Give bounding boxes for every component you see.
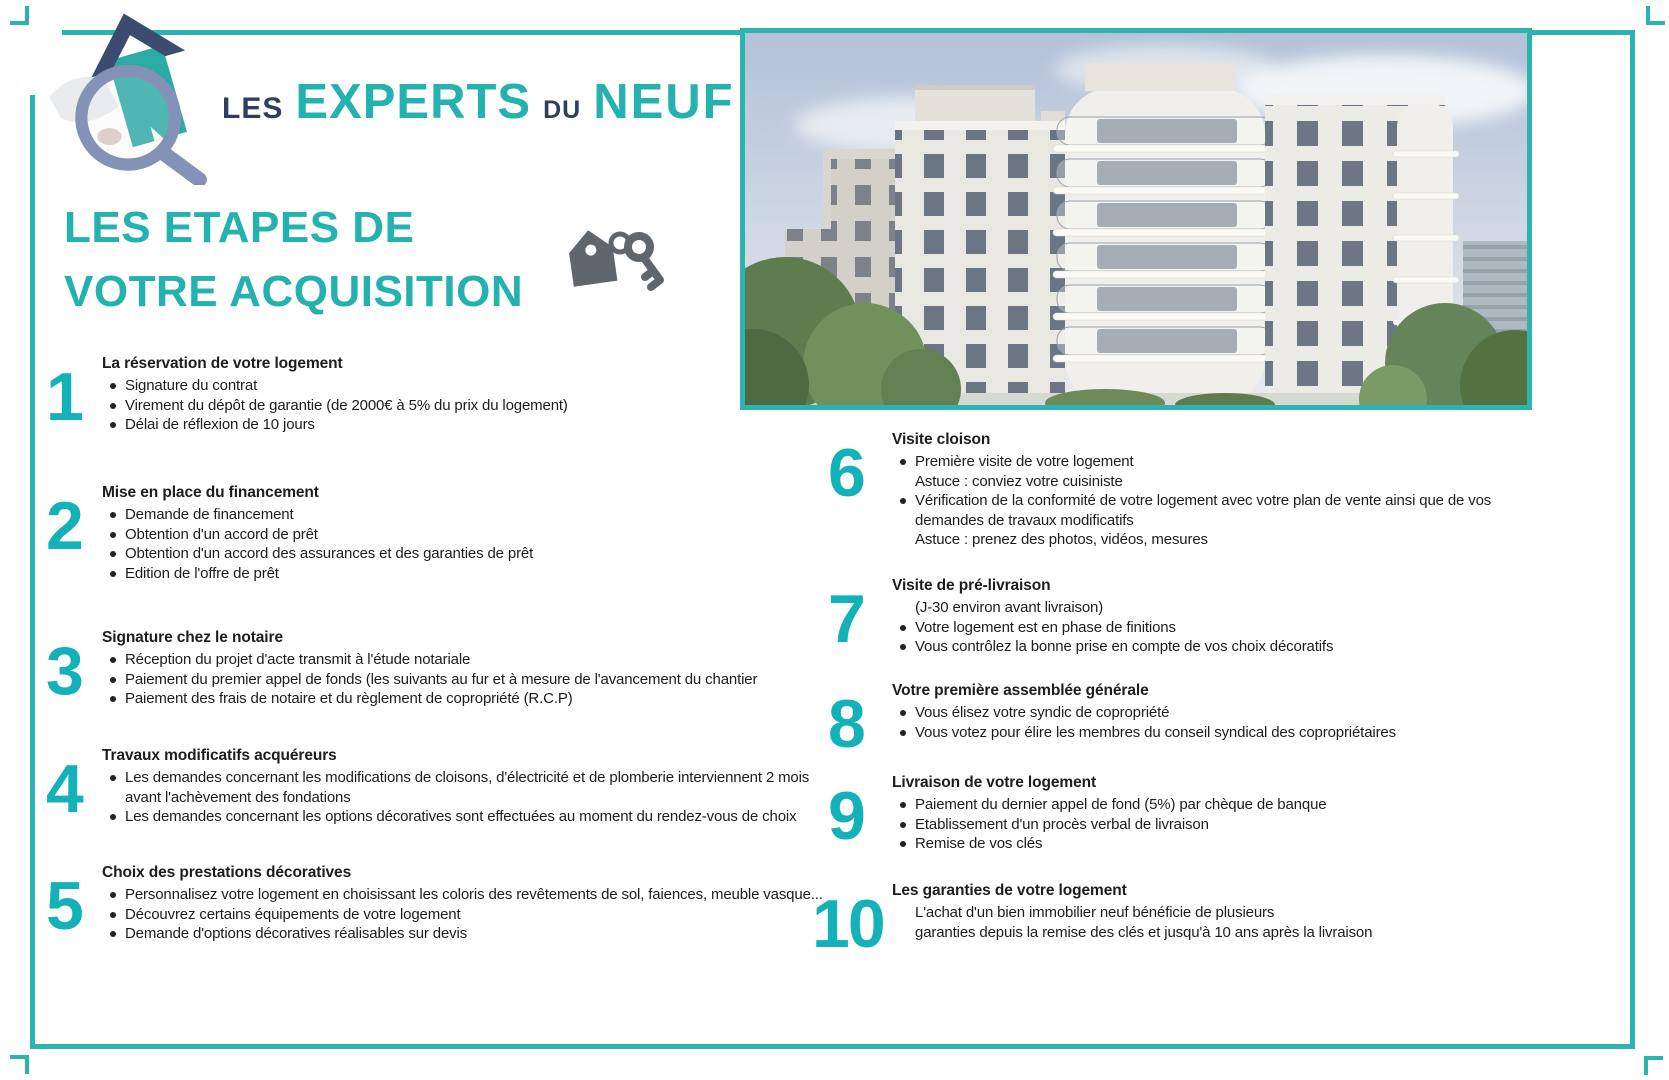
item-text: Paiement du dernier appel de fond (5%) par chèque de banque <box>915 796 1327 813</box>
bullet-dot <box>110 571 116 577</box>
step-heading: Visite cloison <box>892 431 991 448</box>
bullet-item <box>102 807 826 827</box>
step-content <box>892 682 1518 742</box>
step-items <box>892 703 1518 742</box>
item-text: Etablissement d'un procès verbal de livraison <box>915 815 1209 833</box>
step-heading: Livraison de votre logement <box>892 774 1097 791</box>
bullet-item <box>892 491 1518 530</box>
step-10 <box>812 882 1518 962</box>
page-title-line2: VOTRE ACQUISITION <box>64 267 524 316</box>
bullet-item <box>102 376 826 396</box>
step-heading: Choix des prestations décoratives <box>102 864 352 881</box>
bullet-dot <box>900 822 906 828</box>
bullet-item <box>102 544 826 564</box>
page-title-line1: LES ETAPES DE <box>64 203 415 252</box>
steps-column-right <box>812 0 1518 1080</box>
item-text: Votre logement est en phase de finitions <box>915 618 1176 636</box>
item-text: Paiement du premier appel de fonds (les suivants au fur et à mesure de l'avancement du chantier <box>125 670 758 688</box>
item-text: Vous contrôlez la bonne prise en compte de vos choix décoratifs <box>915 638 1334 655</box>
bullet-dot <box>110 696 116 702</box>
bullet-dot <box>110 677 116 683</box>
step-content <box>102 484 826 583</box>
item-text: Edition de l'offre de prêt <box>125 564 279 582</box>
step-number: 9 <box>828 778 864 854</box>
bullet-item <box>102 396 826 416</box>
corner-mark-top-left <box>10 6 29 25</box>
step-content <box>892 774 1518 854</box>
bullet-item <box>102 689 826 709</box>
bullet-item <box>892 795 1518 815</box>
step-items <box>892 452 1518 550</box>
step-items <box>102 505 826 583</box>
bullet-item <box>102 768 826 807</box>
item-text: garanties depuis la remise des clés et jusqu'à 10 ans après la livraison <box>915 923 1373 941</box>
bullet-item <box>102 505 826 525</box>
item-text: (J-30 environ avant livraison) <box>915 599 1104 616</box>
step-heading: Votre première assemblée générale <box>892 682 1149 699</box>
step-number: 7 <box>828 581 864 657</box>
step-content <box>892 431 1518 550</box>
step-heading: La réservation de votre logement <box>102 355 343 372</box>
bullet-dot <box>110 931 116 937</box>
bullet-dot <box>110 403 116 409</box>
item-text: Astuce : prenez des photos, vidéos, mesures <box>915 531 1208 548</box>
step-items <box>102 376 826 435</box>
step-items <box>892 795 1518 854</box>
bullet-dot <box>110 912 116 918</box>
note-line <box>892 903 1518 923</box>
item-text: Demande de financement <box>125 506 294 523</box>
step-items <box>892 903 1518 942</box>
bullet-item <box>892 703 1518 723</box>
bullet-dot <box>900 841 906 847</box>
steps-column-left <box>46 0 826 1080</box>
frame-border-left <box>30 95 35 1049</box>
bullet-dot <box>900 498 906 504</box>
step-items <box>892 598 1518 657</box>
bullet-dot <box>900 459 906 465</box>
step-items <box>102 650 826 709</box>
step-content <box>892 882 1518 942</box>
step-number: 4 <box>46 751 82 827</box>
bullet-dot <box>110 892 116 898</box>
bullet-item <box>102 650 826 670</box>
step-heading: Visite de pré-livraison <box>892 577 1051 594</box>
bullet-dot <box>900 710 906 716</box>
note-line <box>892 923 1518 943</box>
bullet-dot <box>110 422 116 428</box>
note-line <box>892 472 1518 492</box>
bullet-dot <box>900 802 906 808</box>
note-line <box>892 530 1518 550</box>
corner-mark-bottom-left <box>10 1055 29 1074</box>
step-number: 10 <box>812 886 884 962</box>
brand-word-experts: EXPERTS <box>295 75 532 129</box>
bullet-item <box>892 618 1518 638</box>
item-text: Paiement des frais de notaire et du règlement de copropriété (R.C.P) <box>125 690 573 707</box>
bullet-dot <box>110 775 116 781</box>
step-9 <box>828 774 1518 854</box>
step-content <box>892 577 1518 657</box>
bullet-item <box>102 564 826 584</box>
item-text: Obtention d'un accord des assurances et des garanties de prêt <box>125 545 534 562</box>
step-3 <box>46 629 826 709</box>
item-text: Les demandes concernant les modifications de cloisons, d'électricité et de plomberie interviennent 2 mois avant l'achèvement des fondations <box>125 769 810 806</box>
step-5 <box>46 864 826 944</box>
step-number: 1 <box>46 359 82 435</box>
corner-mark-top-right <box>1646 6 1665 25</box>
item-text: Vous élisez votre syndic de copropriété <box>915 704 1170 721</box>
item-text: Première visite de votre logement <box>915 453 1134 470</box>
bullet-item <box>892 452 1518 472</box>
step-content <box>102 629 826 709</box>
step-8 <box>828 682 1518 762</box>
item-text: Découvrez certains équipements de votre logement <box>125 905 461 923</box>
bullet-dot <box>110 551 116 557</box>
bullet-dot <box>110 657 116 663</box>
brand-word-du: DU <box>543 96 582 124</box>
frame-border-right <box>1630 30 1635 1049</box>
item-text: Signature du contrat <box>125 377 258 394</box>
step-number: 6 <box>828 435 864 511</box>
step-number: 8 <box>828 686 864 762</box>
bullet-item <box>892 834 1518 854</box>
step-heading: Les garanties de votre logement <box>892 882 1127 899</box>
brand-word-les: LES <box>222 92 284 125</box>
step-number: 2 <box>46 488 82 564</box>
item-text: Réception du projet d'acte transmit à l'étude notariale <box>125 651 471 668</box>
item-text: Personnalisez votre logement en choisissant les coloris des revêtements de sol, faiences, meuble vasque... <box>125 886 823 903</box>
step-content <box>102 864 826 944</box>
bullet-item <box>892 723 1518 743</box>
step-7 <box>828 577 1518 657</box>
bullet-dot <box>110 532 116 538</box>
bullet-item <box>102 415 826 435</box>
step-1 <box>46 355 826 435</box>
bullet-dot <box>900 730 906 736</box>
bullet-item <box>102 885 826 905</box>
step-number: 5 <box>46 868 82 944</box>
item-text: Astuce : conviez votre cuisiniste <box>915 472 1123 490</box>
step-number: 3 <box>46 633 82 709</box>
item-text: Vous votez pour élire les membres du conseil syndical des copropriétaires <box>915 723 1396 741</box>
step-content <box>102 747 826 827</box>
item-text: Délai de réflexion de 10 jours <box>125 416 315 433</box>
bullet-item <box>102 525 826 545</box>
step-items <box>102 885 826 944</box>
brand-word-neuf: NEUF <box>593 75 735 129</box>
note-line <box>892 598 1518 618</box>
step-heading: Signature chez le notaire <box>102 629 283 646</box>
step-2 <box>46 484 826 583</box>
step-content <box>102 355 826 435</box>
item-text: Vérification de la conformité de votre logement avec votre plan de vente ainsi que de vos demandes de travaux modificatifs <box>915 492 1492 529</box>
item-text: Remise de vos clés <box>915 835 1043 852</box>
bullet-item <box>102 924 826 944</box>
step-6 <box>828 431 1518 550</box>
item-text: L'achat d'un bien immobilier neuf bénéficie de plusieurs <box>915 904 1275 921</box>
item-text: Demande d'options décoratives réalisables sur devis <box>125 925 468 942</box>
item-text: Les demandes concernant les options décoratives sont effectuées au moment du rendez-vous de choix <box>125 808 797 825</box>
bullet-dot <box>110 814 116 820</box>
bullet-dot <box>110 383 116 389</box>
step-heading: Mise en place du financement <box>102 484 319 501</box>
bullet-item <box>892 815 1518 835</box>
item-text: Obtention d'un accord de prêt <box>125 525 318 543</box>
corner-mark-bottom-right <box>1644 1056 1663 1075</box>
bullet-dot <box>900 625 906 631</box>
step-items <box>102 768 826 827</box>
step-4 <box>46 747 826 827</box>
item-text: Virement du dépôt de garantie (de 2000€ à 5% du prix du logement) <box>125 396 568 414</box>
bullet-item <box>892 637 1518 657</box>
bullet-item <box>102 670 826 690</box>
bullet-dot <box>110 512 116 518</box>
bullet-item <box>102 905 826 925</box>
step-heading: Travaux modificatifs acquéreurs <box>102 747 337 764</box>
bullet-dot <box>900 644 906 650</box>
